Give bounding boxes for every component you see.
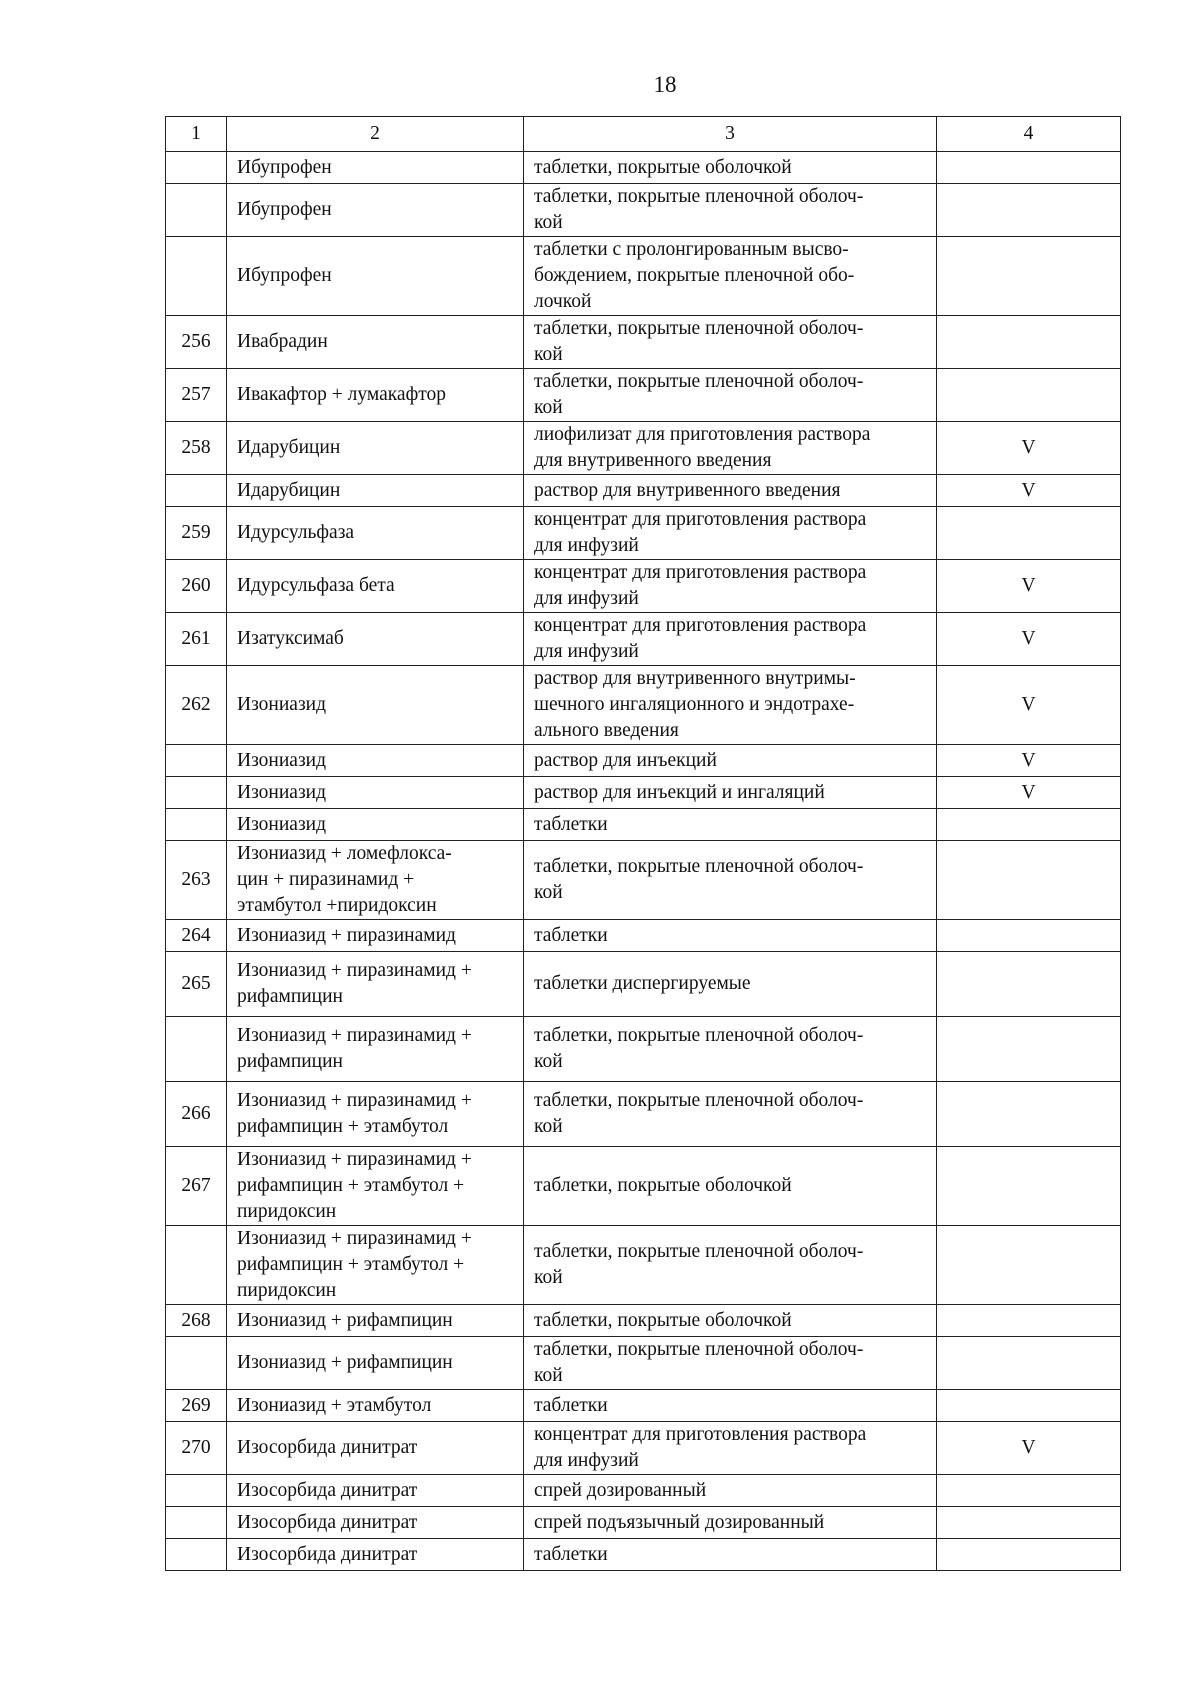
mark-cell: V [937,560,1121,613]
drug-name: Изониазид + рифампицин [227,1337,524,1390]
drug-name: Изониазид [227,666,524,745]
mark-cell [937,1226,1121,1305]
dosage-form: таблетки, покрытые оболочкой [524,1305,937,1337]
table-row [166,809,1121,841]
dosage-form: раствор для инъекций и ингаляций [524,777,937,809]
row-number [166,745,227,777]
drug-name: Изосорбида динитрат [227,1539,524,1571]
drug-name: Изониазид + пиразинамид + рифампицин + этамбутол [227,1082,524,1147]
drug-name: Изониазид + пиразинамид [227,920,524,952]
mark-cell [937,184,1121,237]
drug-name: Изониазид [227,745,524,777]
drug-name: Идурсульфаза бета [227,560,524,613]
mark-cell: V [937,475,1121,507]
table-row [166,1305,1121,1337]
row-number: 270 [166,1422,227,1475]
row-number: 261 [166,613,227,666]
table-row [166,1475,1121,1507]
dosage-form: таблетки, покрытые пленочной оболоч- кой [524,1337,937,1390]
header-col-3: 3 [524,117,937,152]
dosage-form: таблетки, покрытые пленочной оболоч- кой [524,316,937,369]
table-row [166,1337,1121,1390]
table-header-row [166,117,1121,152]
row-number [166,152,227,184]
dosage-form: лиофилизат для приготовления раствора для внутривенного введения [524,422,937,475]
mark-cell [937,841,1121,920]
dosage-form: таблетки, покрытые оболочкой [524,152,937,184]
table-row [166,152,1121,184]
medications-table [165,116,1121,1571]
table-row [166,507,1121,560]
dosage-form: раствор для внутривенного внутримы- шечного ингаляционного и эндотрахе- ального введения [524,666,937,745]
row-number [166,1337,227,1390]
dosage-form: таблетки диспергируемые [524,952,937,1017]
dosage-form: таблетки [524,920,937,952]
header-col-2: 2 [227,117,524,152]
row-number: 262 [166,666,227,745]
dosage-form: спрей дозированный [524,1475,937,1507]
row-number: 259 [166,507,227,560]
dosage-form: таблетки, покрытые пленочной оболоч- кой [524,1226,937,1305]
row-number [166,1017,227,1082]
dosage-form: таблетки, покрытые пленочной оболоч- кой [524,1082,937,1147]
drug-name: Ивабрадин [227,316,524,369]
row-number [166,809,227,841]
mark-cell [937,369,1121,422]
drug-name: Изониазид + ломефлокса- цин + пиразинамид + этамбутол +пиридоксин [227,841,524,920]
drug-name: Изосорбида динитрат [227,1475,524,1507]
dosage-form: таблетки, покрытые пленочной оболоч- кой [524,841,937,920]
table-row [166,184,1121,237]
mark-cell [937,1390,1121,1422]
dosage-form: концентрат для приготовления раствора для инфузий [524,1422,937,1475]
table-row [166,1539,1121,1571]
table-row [166,1147,1121,1226]
mark-cell [937,1507,1121,1539]
mark-cell: V [937,1422,1121,1475]
table-row [166,560,1121,613]
dosage-form: таблетки [524,1390,937,1422]
dosage-form: таблетки, покрытые пленочной оболоч- кой [524,1017,937,1082]
dosage-form: таблетки [524,1539,937,1571]
mark-cell [937,920,1121,952]
row-number: 263 [166,841,227,920]
mark-cell [937,316,1121,369]
table-row [166,1422,1121,1475]
drug-name: Изониазид + этамбутол [227,1390,524,1422]
row-number: 266 [166,1082,227,1147]
row-number: 269 [166,1390,227,1422]
row-number [166,777,227,809]
drug-name: Ибупрофен [227,184,524,237]
drug-name: Изосорбида динитрат [227,1507,524,1539]
row-number [166,1226,227,1305]
mark-cell [937,1017,1121,1082]
drug-name: Изониазид + пиразинамид + рифампицин + этамбутол + пиридоксин [227,1226,524,1305]
drug-name: Ивакафтор + лумакафтор [227,369,524,422]
dosage-form: концентрат для приготовления раствора для инфузий [524,560,937,613]
row-number [166,237,227,316]
drug-name: Идарубицин [227,475,524,507]
drug-name: Ибупрофен [227,152,524,184]
drug-name: Изониазид [227,777,524,809]
table-row [166,1017,1121,1082]
mark-cell [937,952,1121,1017]
table-row [166,369,1121,422]
table-row [166,666,1121,745]
row-number: 267 [166,1147,227,1226]
dosage-form: концентрат для приготовления раствора для инфузий [524,507,937,560]
mark-cell: V [937,745,1121,777]
row-number: 258 [166,422,227,475]
table-row [166,1082,1121,1147]
row-number: 260 [166,560,227,613]
mark-cell [937,1475,1121,1507]
drug-name: Ибупрофен [227,237,524,316]
mark-cell: V [937,422,1121,475]
row-number [166,1475,227,1507]
header-col-4: 4 [937,117,1121,152]
row-number [166,475,227,507]
mark-cell [937,507,1121,560]
drug-name: Идурсульфаза [227,507,524,560]
row-number [166,1507,227,1539]
table-row [166,920,1121,952]
table-row [166,422,1121,475]
row-number: 256 [166,316,227,369]
table-row [166,777,1121,809]
table-row [166,952,1121,1017]
medications-table-body [166,117,1121,1571]
drug-name: Изониазид + пиразинамид + рифампицин [227,1017,524,1082]
table-row [166,613,1121,666]
drug-name: Идарубицин [227,422,524,475]
row-number: 264 [166,920,227,952]
drug-name: Изосорбида динитрат [227,1422,524,1475]
dosage-form: таблетки, покрытые пленочной оболоч- кой [524,184,937,237]
header-col-1: 1 [166,117,227,152]
mark-cell: V [937,613,1121,666]
dosage-form: концентрат для приготовления раствора для инфузий [524,613,937,666]
drug-name: Изониазид + пиразинамид + рифампицин + этамбутол + пиридоксин [227,1147,524,1226]
dosage-form: таблетки [524,809,937,841]
mark-cell [937,152,1121,184]
mark-cell: V [937,777,1121,809]
mark-cell [937,1539,1121,1571]
mark-cell: V [937,666,1121,745]
dosage-form: спрей подъязычный дозированный [524,1507,937,1539]
row-number: 268 [166,1305,227,1337]
table-row [166,1390,1121,1422]
drug-name: Изатуксимаб [227,613,524,666]
drug-name: Изониазид + пиразинамид + рифампицин [227,952,524,1017]
table-row [166,316,1121,369]
table-row [166,745,1121,777]
drug-name: Изониазид + рифампицин [227,1305,524,1337]
table-row [166,237,1121,316]
page-number: 18 [653,72,677,97]
row-number [166,1539,227,1571]
dosage-form: таблетки, покрытые оболочкой [524,1147,937,1226]
table-row [166,475,1121,507]
dosage-form: раствор для инъекций [524,745,937,777]
table-row [166,1507,1121,1539]
mark-cell [937,237,1121,316]
dosage-form: таблетки, покрытые пленочной оболоч- кой [524,369,937,422]
row-number: 265 [166,952,227,1017]
dosage-form: раствор для внутривенного введения [524,475,937,507]
row-number: 257 [166,369,227,422]
table-row [166,841,1121,920]
drug-name: Изониазид [227,809,524,841]
mark-cell [937,1147,1121,1226]
mark-cell [937,1305,1121,1337]
mark-cell [937,809,1121,841]
table-row [166,1226,1121,1305]
mark-cell [937,1082,1121,1147]
row-number [166,184,227,237]
mark-cell [937,1337,1121,1390]
dosage-form: таблетки с пролонгированным высво- бождением, покрытые пленочной обо- лочкой [524,237,937,316]
